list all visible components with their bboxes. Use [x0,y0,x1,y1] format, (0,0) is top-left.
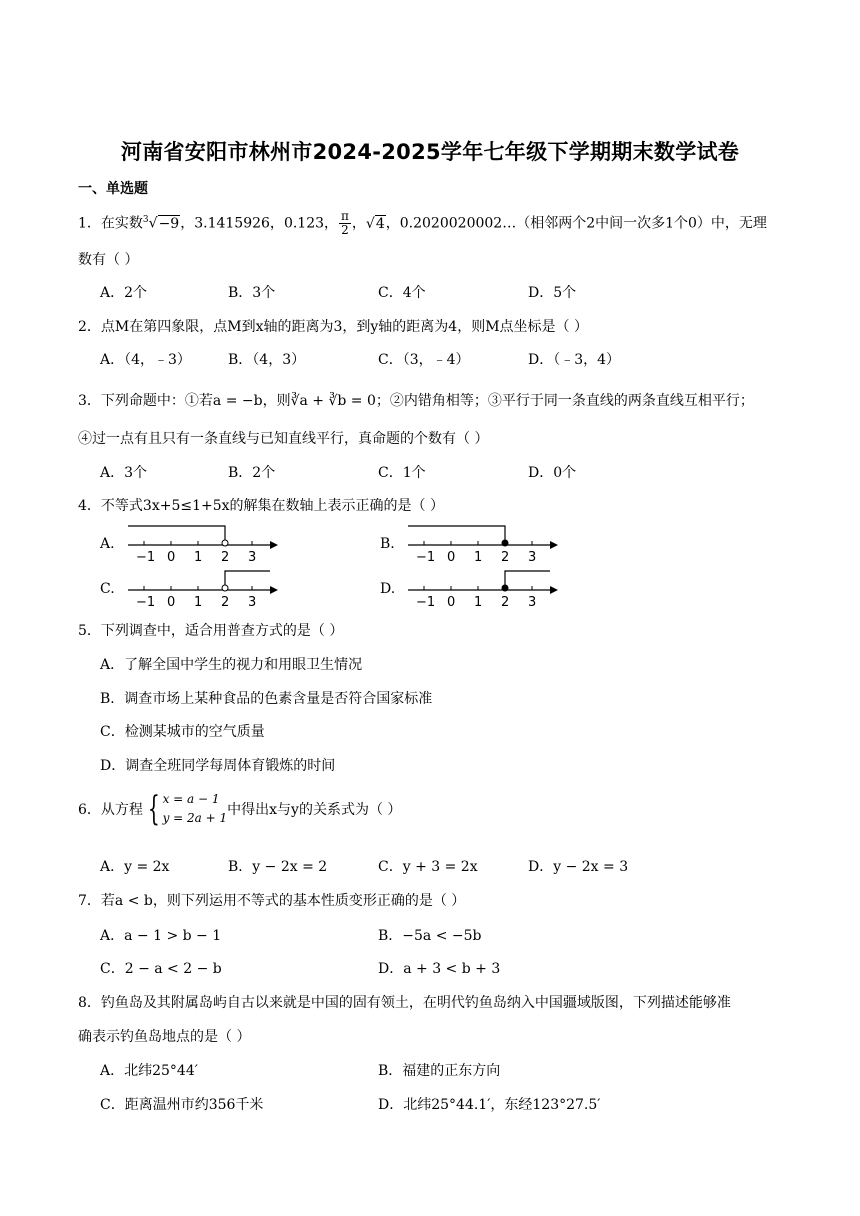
q7-option-a[interactable]: A．a − 1 > b − 1 [100,928,222,944]
q5-option-b[interactable]: B．调查市场上某种食品的色素含量是否符合国家标准 [100,691,433,707]
q6-option-a[interactable]: A．y = 2x [100,859,170,875]
q6-option-b[interactable]: B．y − 2x = 2 [228,859,328,875]
q1-option-c[interactable]: C．4个 [378,285,426,301]
svg-text:1: 1 [474,550,483,564]
q1-text-b: ，3.1415926， [180,215,284,232]
q3-option-c[interactable]: C．1个 [378,465,426,481]
svg-text:0: 0 [447,550,456,564]
question-6 [78,790,401,828]
question-4: 4．不等式3x+5≤1+5x的解集在数轴上表示正确的是（ ） [78,498,444,514]
svg-text:2: 2 [221,550,230,564]
q5-option-c[interactable]: C．检测某城市的空气质量 [100,724,265,740]
question-2: 2．点M在第四象限，点M到x轴的距离为3，到y轴的距离为4，则M点坐标是（ ） [78,319,588,335]
question-8-line-1: 8．钓鱼岛及其附属岛屿自古以来就是中国的固有领土，在明代钓鱼岛纳入中国疆域版图，下列描述能够准 [78,995,731,1011]
svg-text:2: 2 [221,595,230,609]
left-brace: { [147,789,160,829]
svg-text:0: 0 [447,595,456,609]
square-root: √4 [365,215,385,232]
q4-option-d-label[interactable]: D. [380,581,396,597]
q5-option-d[interactable]: D．调查全班同学每周体育锻炼的时间 [100,758,336,774]
svg-text:−1: −1 [416,550,436,564]
svg-text:2: 2 [501,550,510,564]
q5-option-a[interactable]: A．了解全国中学生的视力和用眼卫生情况 [100,657,363,673]
cube-root: $^3$√−9 [142,214,180,232]
q4-option-b-label[interactable]: B. [380,536,395,552]
svg-text:−1: −1 [136,595,156,609]
number-line-a [120,518,290,564]
q2-option-c[interactable]: C．（3，﹣4） [378,352,470,368]
q7-option-d[interactable]: D．a + 3 < b + 3 [378,961,501,977]
svg-text:3: 3 [528,550,537,564]
q7-option-b[interactable]: B．−5a < −5b [378,928,482,944]
q6-text-pre: 6．从方程 [78,802,143,818]
q8-option-a[interactable]: A．北纬25°44′ [100,1063,198,1079]
question-3-line-2: ④过一点有且只有一条直线与已知直线平行，真命题的个数有（ ） [78,431,489,447]
question-1-line-2: 数有（ ） [78,252,139,268]
q2-option-b[interactable]: B．（4，3） [228,352,306,368]
q1-option-b[interactable]: B．3个 [228,285,276,301]
q6-option-d[interactable]: D．y − 2x = 3 [528,859,629,875]
question-1-line-1: 1．在实数$^3$√−9，3.1415926，0.123， $\frac{\pi}{2}$ ，√4，0.2020020002…（相邻两个2中间一次多1个0）中，无理 [78,209,767,237]
section-heading: 一、单选题 [78,181,148,197]
number-line-b [400,518,570,564]
q4-option-c-label[interactable]: C. [100,581,115,597]
q2-option-a[interactable]: A．（4，﹣3） [100,352,191,368]
q3-option-b[interactable]: B．2个 [228,465,276,481]
question-3-line-1: 3．下列命题中：①若a = −b，则∛a + ∛b = 0；②内错角相等；③平行于同一条直线的两条直线互相平行； [78,393,754,409]
svg-text:1: 1 [194,595,203,609]
q8-option-c[interactable]: C．距离温州市约356千米 [100,1097,264,1113]
svg-text:0: 0 [167,550,176,564]
svg-text:−1: −1 [136,550,156,564]
svg-text:3: 3 [248,595,257,609]
question-7: 7．若a < b，则下列运用不等式的基本性质变形正确的是（ ） [78,893,466,909]
q6-text-post: 中得出x与y的关系式为（ ） [227,802,402,818]
svg-text:2: 2 [501,595,510,609]
q3-option-a[interactable]: A．3个 [100,465,148,481]
q1-text-c: ，0.2020020002…（相邻两个2中间一次多1个0）中，无理 [385,215,767,232]
question-8-line-2: 确表示钓鱼岛地点的是（ ） [78,1029,251,1045]
svg-text:−1: −1 [416,595,436,609]
svg-text:1: 1 [474,595,483,609]
q4-option-a-label[interactable]: A. [100,536,115,552]
repeating-decimal: 0.123 [283,215,325,232]
equation-system: x = a − 1 y = 2a + 1 [162,792,228,825]
q7-option-c[interactable]: C．2 − a < 2 − b [100,961,222,977]
q1-option-d[interactable]: D．5个 [528,285,577,301]
q8-option-d[interactable]: D．北纬25°44.1′，东经123°27.5′ [378,1097,601,1113]
svg-text:3: 3 [528,595,537,609]
svg-text:3: 3 [248,550,257,564]
q8-option-b[interactable]: B．福建的正东方向 [378,1063,501,1079]
pi-over-two: $\frac{\pi}{2}$ [341,209,349,237]
q1-text-a: 1．在实数 [78,215,143,232]
q3-option-d[interactable]: D．0个 [528,465,577,481]
number-line-c [120,563,290,609]
q1-option-a[interactable]: A．2个 [100,285,148,301]
svg-text:1: 1 [194,550,203,564]
page-title: 河南省安阳市林州市2024-2025学年七年级下学期期末数学试卷 [120,140,740,164]
q6-option-c[interactable]: C．y + 3 = 2x [378,859,478,875]
number-line-d [400,563,570,609]
svg-text:0: 0 [167,595,176,609]
q2-option-d[interactable]: D．（﹣3，4） [528,352,621,368]
question-5: 5．下列调查中，适合用普查方式的是（ ） [78,623,344,639]
